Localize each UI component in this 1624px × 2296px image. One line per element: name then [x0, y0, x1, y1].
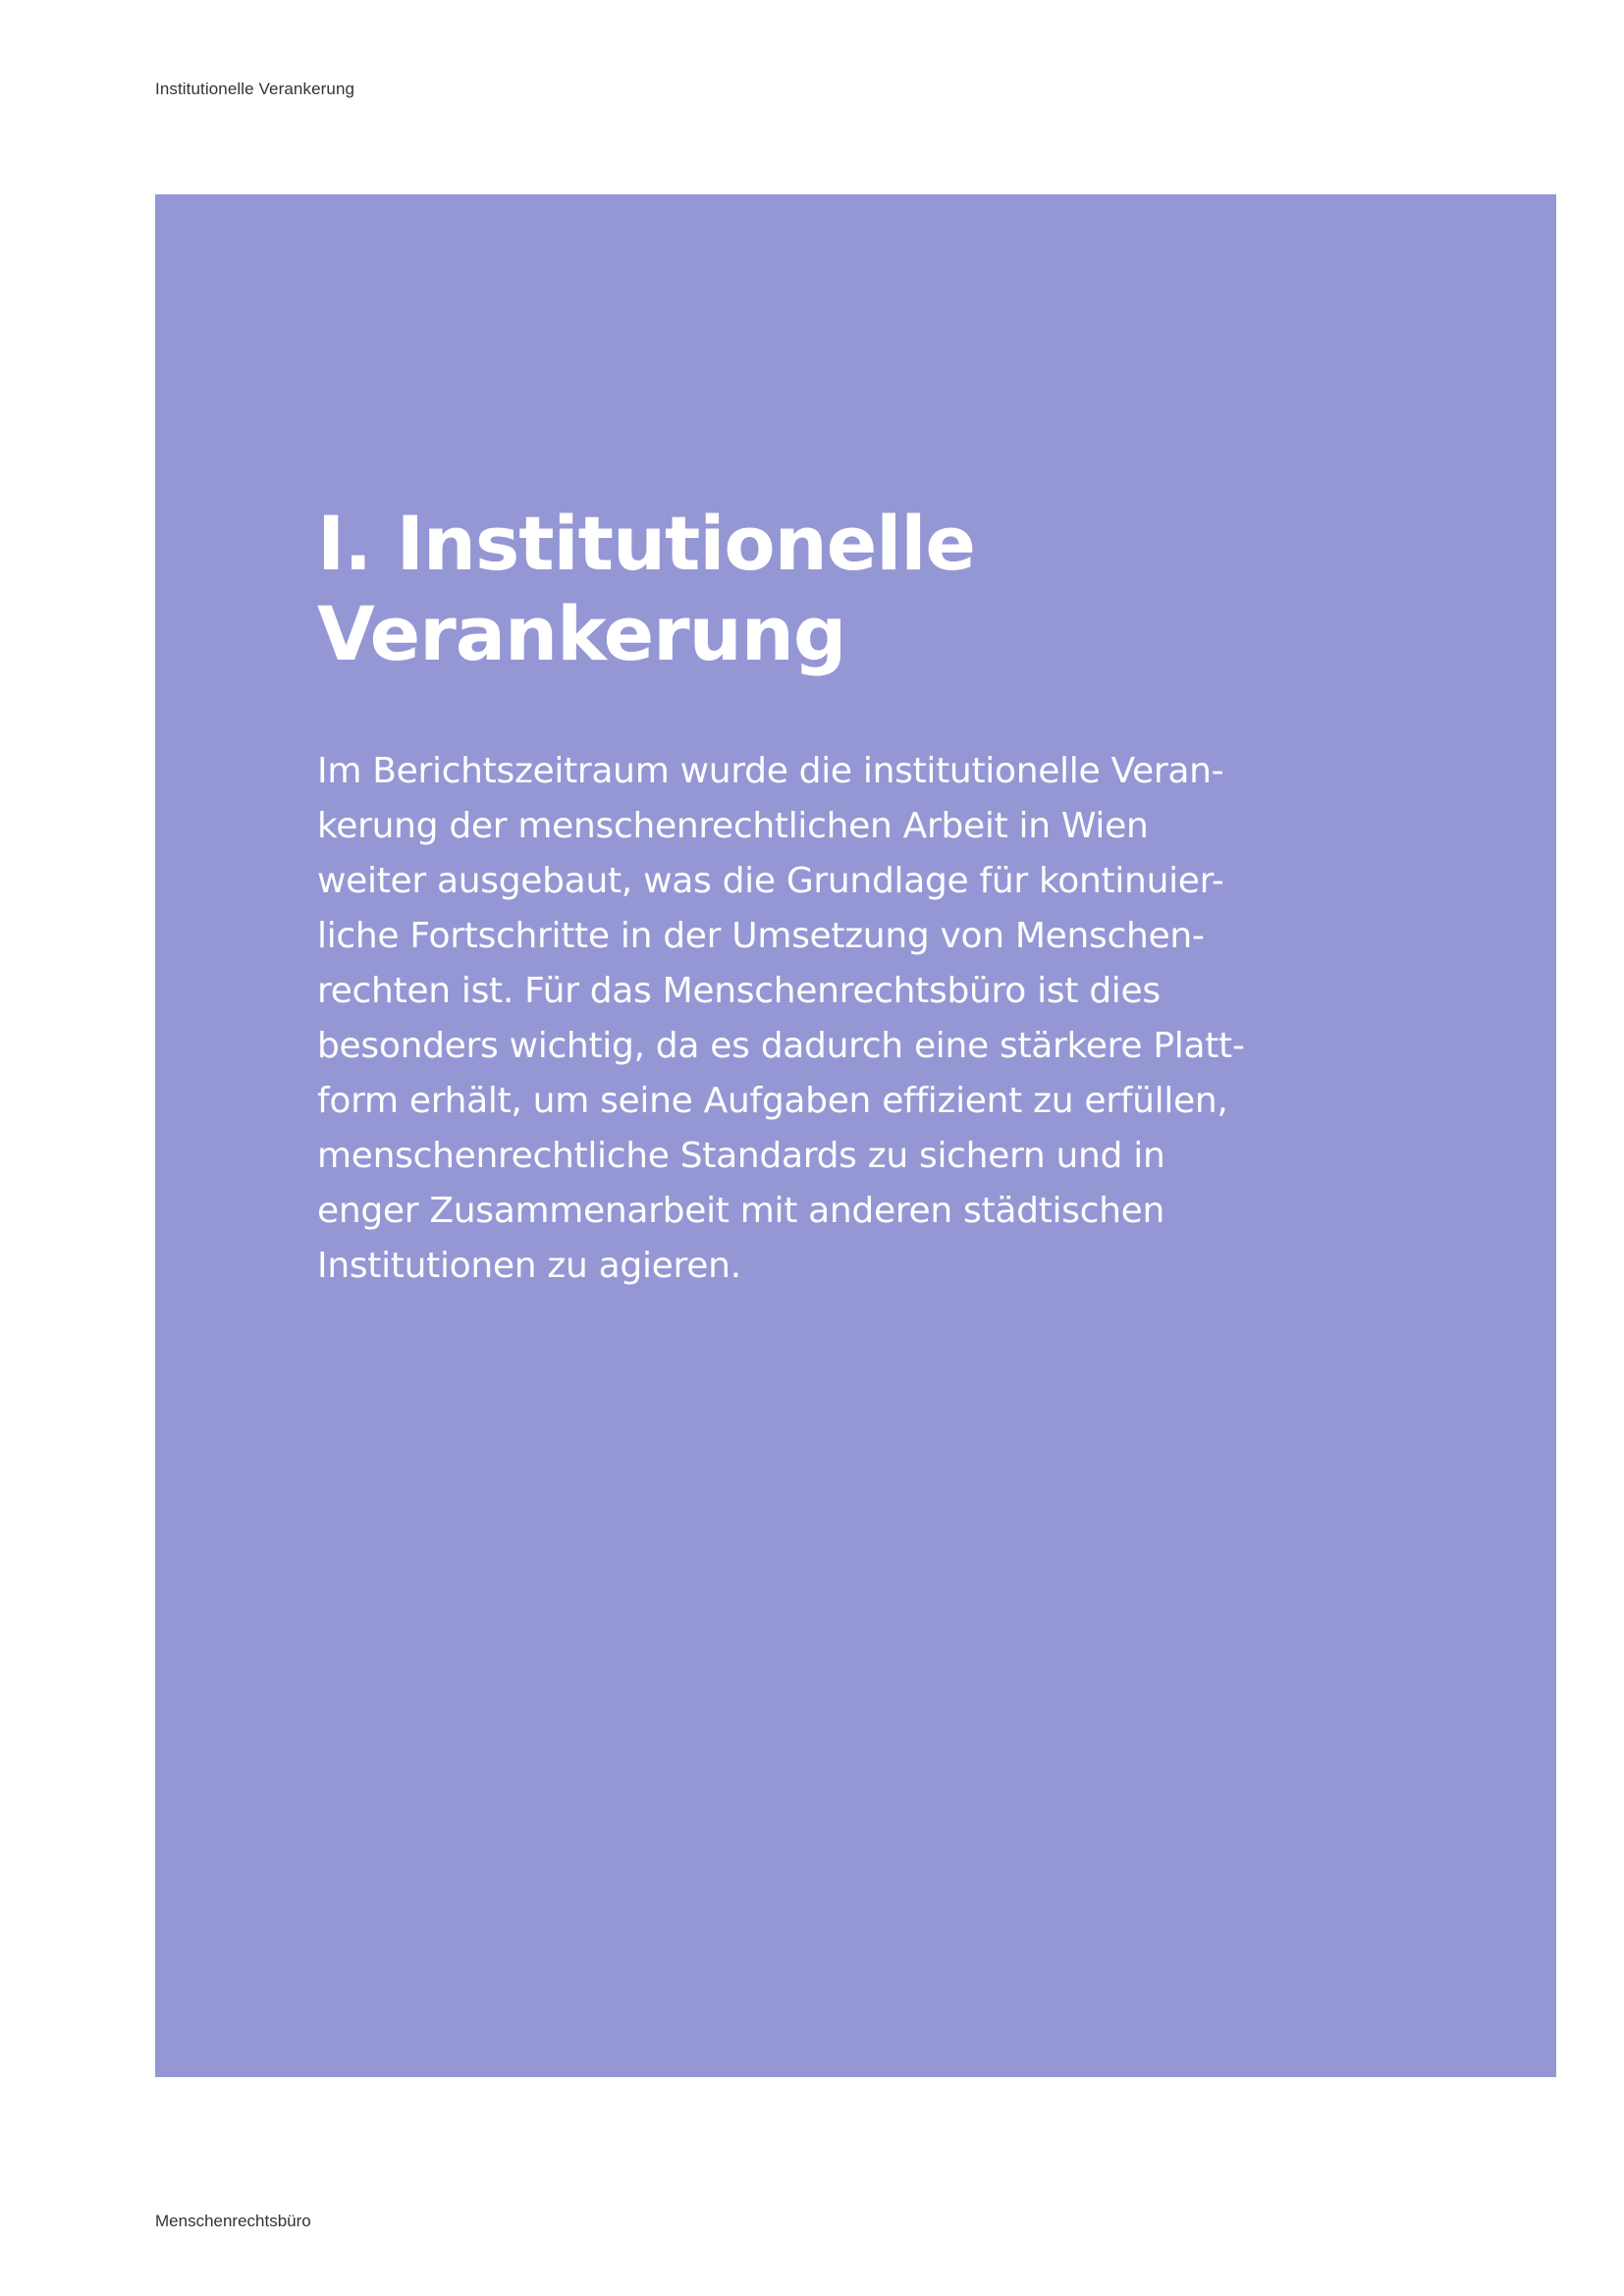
intro-line: menschenrechtliche Standards zu sichern und in: [317, 1136, 1165, 1176]
intro-line: Im Berichtszeitraum wurde die institutionelle Veran-: [317, 751, 1224, 791]
chapter-title-line: I. Institutionelle: [317, 500, 975, 587]
intro-line: weiter ausgebaut, was die Grundlage für kontinuier-: [317, 861, 1224, 901]
intro-line: enger Zusammenarbeit mit anderen städtischen: [317, 1191, 1164, 1231]
chapter-title: [317, 499, 1201, 679]
intro-line: rechten ist. Für das Menschenrechtsbüro ist dies: [317, 971, 1161, 1011]
chapter-panel: [155, 194, 1556, 2077]
intro-line: Institutionen zu agieren.: [317, 1246, 741, 1286]
intro-line: kerung der menschenrechtlichen Arbeit in Wien: [317, 806, 1149, 846]
intro-line: besonders wichtig, da es dadurch eine stärkere Platt-: [317, 1026, 1245, 1066]
chapter-intro-paragraph: [317, 744, 1299, 1294]
running-header: Institutionelle Verankerung: [155, 80, 355, 98]
intro-line: liche Fortschritte in der Umsetzung von Menschen-: [317, 916, 1205, 956]
running-footer: Menschenrechtsbüro: [155, 2212, 311, 2230]
intro-line: form erhält, um seine Aufgaben effizient zu erfüllen,: [317, 1081, 1228, 1121]
chapter-title-line: Verankerung: [317, 590, 846, 677]
